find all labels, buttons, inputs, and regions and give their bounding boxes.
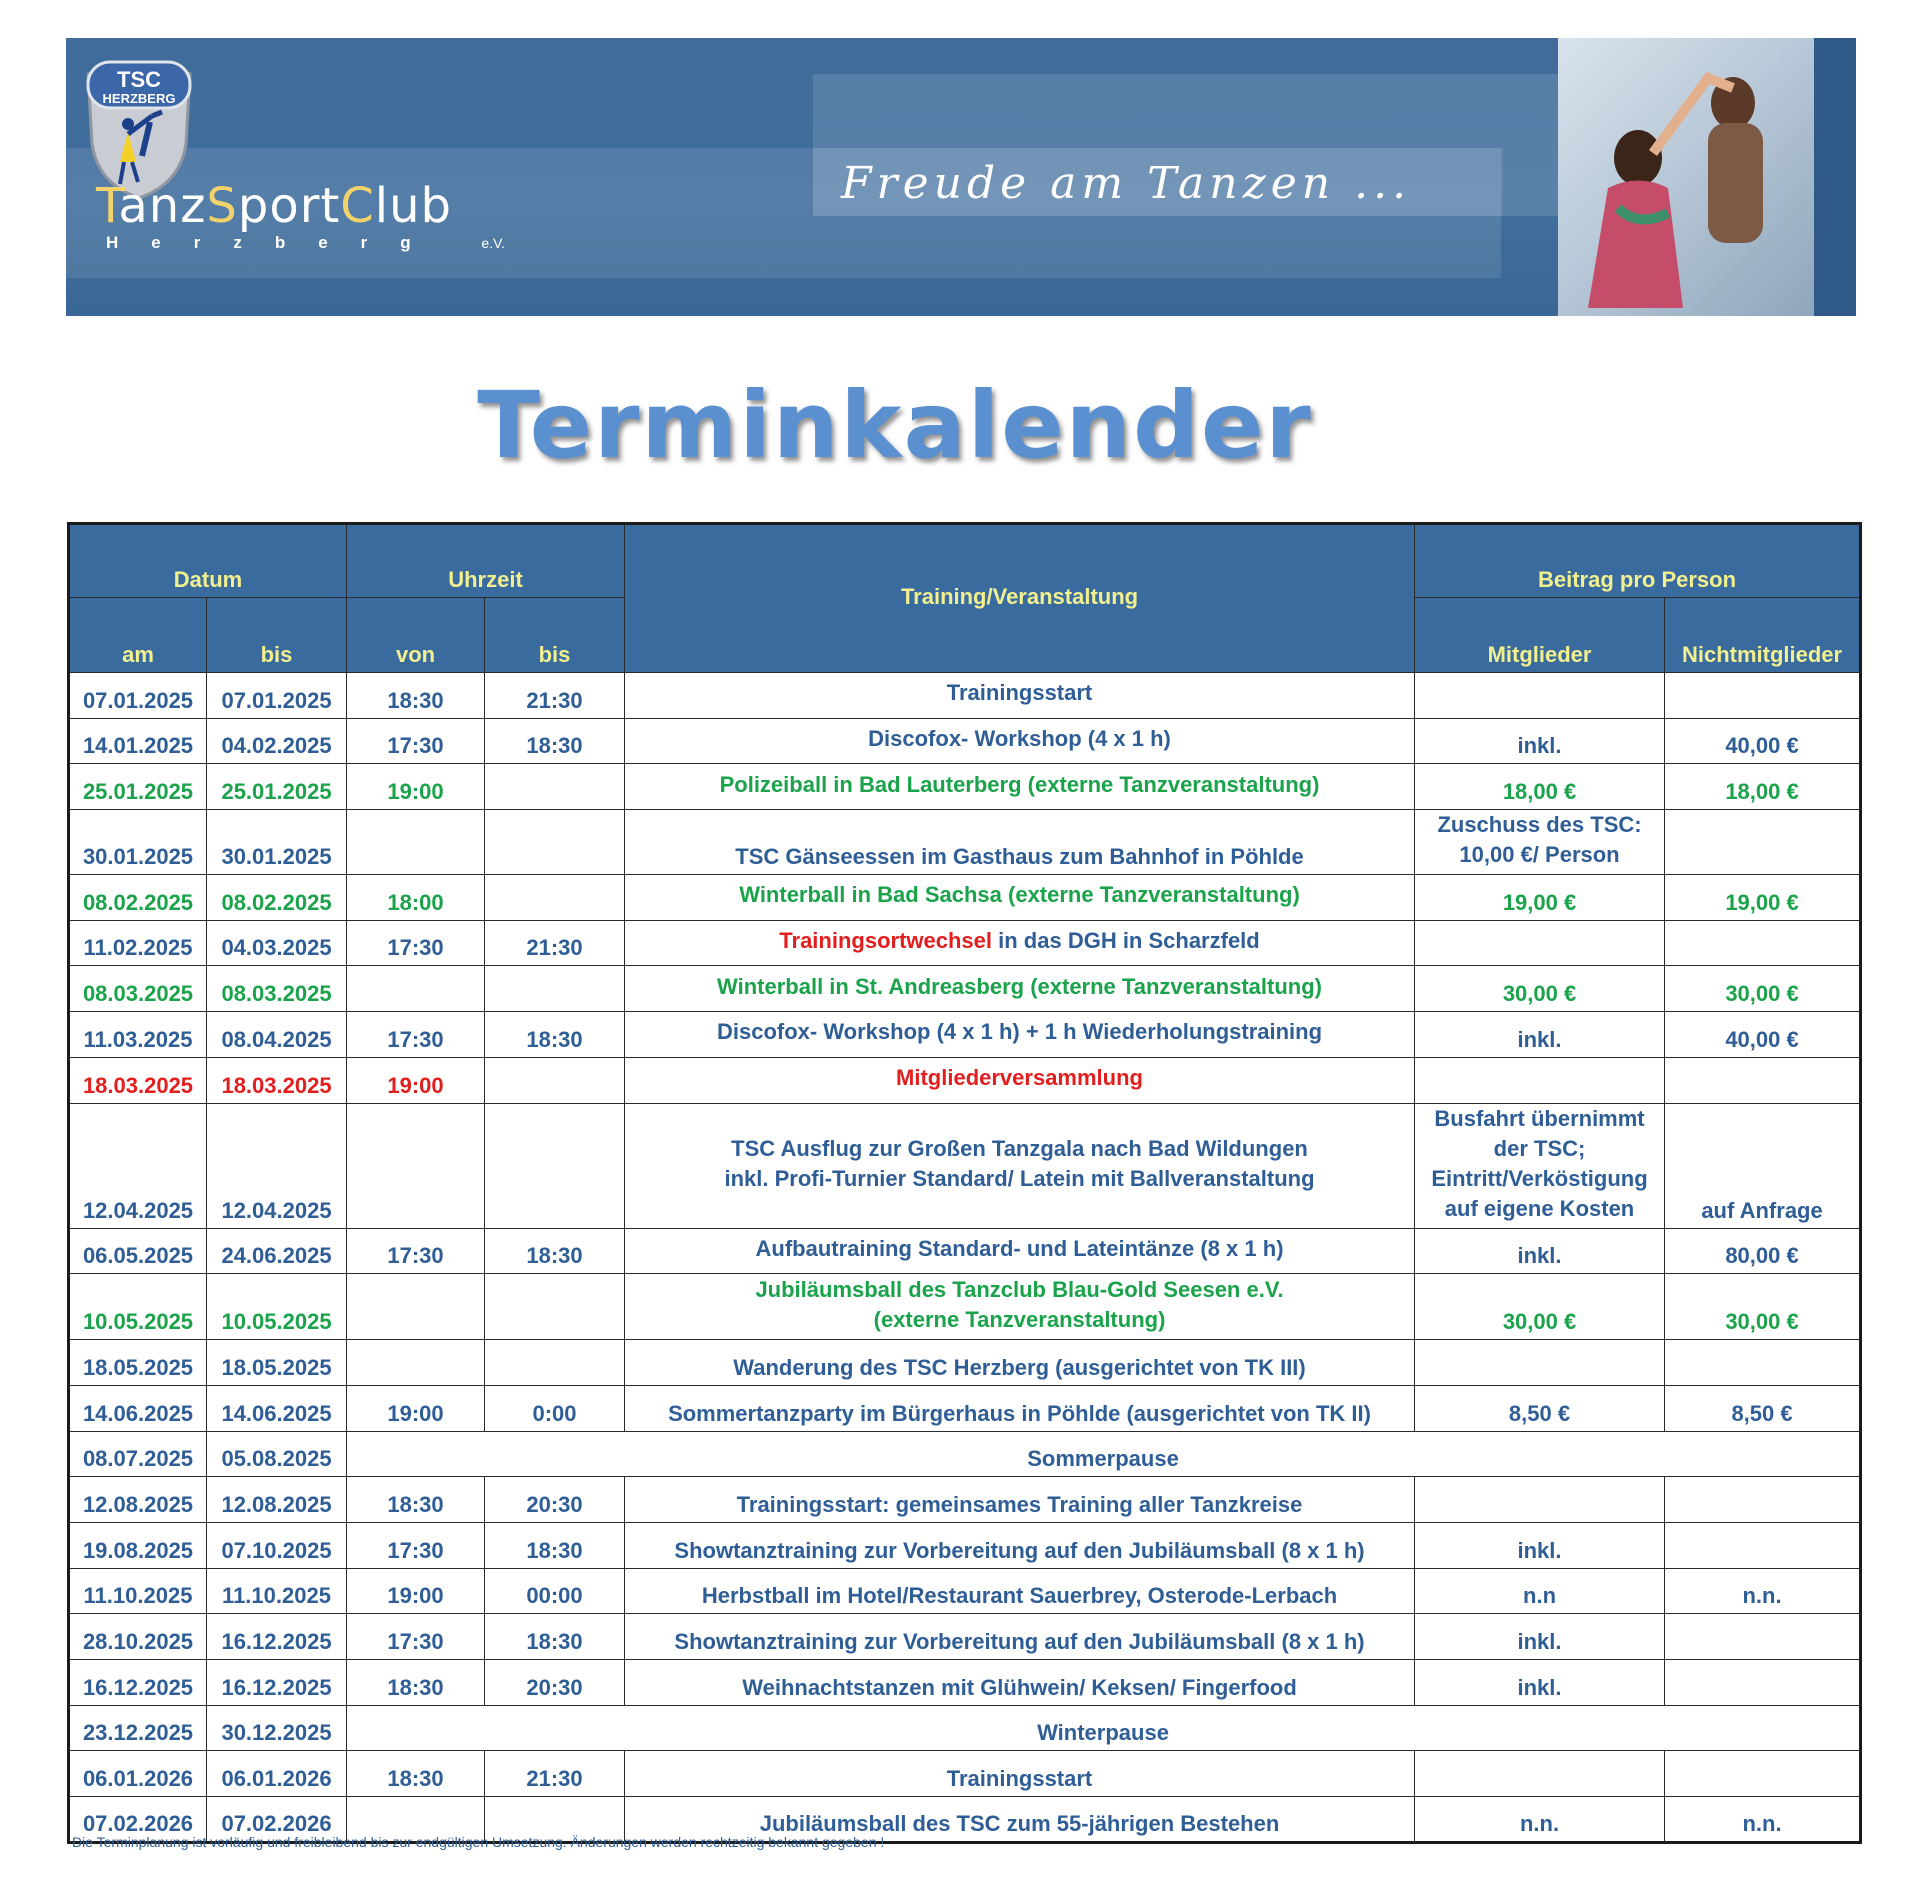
cell-mitglieder: inkl. xyxy=(1415,1012,1665,1058)
cell-mitglieder xyxy=(1415,810,1665,875)
footnote: Die Terminplanung ist vorläufig und freibleibend bis zur endgültigen Umsetzung. Änderungen werden rechtzeitig bekannt gegeben ! xyxy=(72,1834,885,1850)
cell-am: 25.01.2025 xyxy=(69,764,207,810)
page-title: Terminkalender xyxy=(477,372,1313,479)
cell-event-line: Jubiläumsball des Tanzclub Blau-Gold Seesen e.V. xyxy=(755,1276,1284,1302)
table-row xyxy=(69,1274,1861,1340)
cell-mitglieder-line: Zuschuss des TSC: xyxy=(1437,812,1642,838)
cell-nichtmitglieder: 80,00 € xyxy=(1665,1228,1861,1274)
cell-von xyxy=(347,1340,485,1386)
cell-bis: 07.02.2026 xyxy=(207,1797,347,1843)
cell-von xyxy=(347,1103,485,1228)
table-row xyxy=(69,718,1861,764)
table-row xyxy=(69,1751,1861,1797)
cell-von: 18:30 xyxy=(347,1660,485,1706)
cell-bis: 10.05.2025 xyxy=(207,1274,347,1340)
cell-mitglieder-line: der TSC; xyxy=(1493,1135,1586,1161)
header-mitglieder: Mitglieder xyxy=(1415,598,1665,673)
cell-mitglieder: 8,50 € xyxy=(1415,1385,1665,1431)
cell-bis-time xyxy=(485,1274,625,1340)
cell-bis: 08.04.2025 xyxy=(207,1012,347,1058)
cell-event: Herbstball im Hotel/Restaurant Sauerbrey, Osterode-Lerbach xyxy=(625,1568,1415,1614)
cell-am: 11.10.2025 xyxy=(69,1568,207,1614)
header-beitrag: Beitrag pro Person xyxy=(1415,524,1861,598)
cell-bis: 12.08.2025 xyxy=(207,1477,347,1523)
cell-von: 19:00 xyxy=(347,764,485,810)
table-row xyxy=(69,920,1861,966)
cell-am: 14.06.2025 xyxy=(69,1385,207,1431)
cell-mitglieder xyxy=(1415,1057,1665,1103)
cell-bis-time xyxy=(485,1057,625,1103)
header-bis: bis xyxy=(207,598,347,673)
table-row xyxy=(69,1431,1861,1477)
table-row xyxy=(69,1228,1861,1274)
cell-mitglieder-line: Busfahrt übernimmt xyxy=(1434,1105,1645,1131)
table-row xyxy=(69,673,1861,719)
cell-von: 17:30 xyxy=(347,920,485,966)
cell-bis-time xyxy=(485,1103,625,1228)
cell-bis: 30.01.2025 xyxy=(207,810,347,875)
table-row xyxy=(69,810,1861,875)
cell-am: 07.02.2026 xyxy=(69,1797,207,1843)
cell-bis: 08.02.2025 xyxy=(207,875,347,921)
cell-mitglieder xyxy=(1415,673,1665,719)
cell-am: 06.05.2025 xyxy=(69,1228,207,1274)
cell-mitglieder: inkl. xyxy=(1415,1614,1665,1660)
cell-am: 06.01.2026 xyxy=(69,1751,207,1797)
cell-am: 18.05.2025 xyxy=(69,1340,207,1386)
cell-bis-time: 18:30 xyxy=(485,1012,625,1058)
cell-nichtmitglieder: 30,00 € xyxy=(1665,966,1861,1012)
cell-am: 08.03.2025 xyxy=(69,966,207,1012)
cell-nichtmitglieder xyxy=(1665,920,1861,966)
cell-am: 08.02.2025 xyxy=(69,875,207,921)
cell-event: Discofox- Workshop (4 x 1 h) xyxy=(625,718,1415,764)
schedule-table xyxy=(67,522,1862,1844)
cell-bis-time: 18:30 xyxy=(485,718,625,764)
cell-bis: 11.10.2025 xyxy=(207,1568,347,1614)
cell-nichtmitglieder: 19,00 € xyxy=(1665,875,1861,921)
banner-edge xyxy=(1814,38,1856,316)
cell-event: Trainingsstart xyxy=(625,1751,1415,1797)
club-name-port: port xyxy=(237,178,341,234)
cell-bis: 04.03.2025 xyxy=(207,920,347,966)
cell-event: Jubiläumsball des TSC zum 55-jährigen Bestehen xyxy=(625,1797,1415,1843)
cell-von: 17:30 xyxy=(347,1614,485,1660)
table-row xyxy=(69,1385,1861,1431)
cell-am: 11.02.2025 xyxy=(69,920,207,966)
cell-event-line: inkl. Profi-Turnier Standard/ Latein mit Ballveranstaltung xyxy=(724,1165,1315,1191)
cell-bis-time: 0:00 xyxy=(485,1385,625,1431)
cell-nichtmitglieder: n.n. xyxy=(1665,1797,1861,1843)
cell-bis-time: 18:30 xyxy=(485,1614,625,1660)
cell-bis: 07.01.2025 xyxy=(207,673,347,719)
cell-nichtmitglieder xyxy=(1665,1340,1861,1386)
cell-break: Sommerpause xyxy=(347,1431,1861,1477)
cell-am: 08.07.2025 xyxy=(69,1431,207,1477)
cell-am: 11.03.2025 xyxy=(69,1012,207,1058)
cell-nichtmitglieder xyxy=(1665,1057,1861,1103)
cell-am: 14.01.2025 xyxy=(69,718,207,764)
cell-nichtmitglieder: auf Anfrage xyxy=(1665,1103,1861,1228)
cell-event xyxy=(625,920,1415,966)
cell-mitglieder xyxy=(1415,1477,1665,1523)
cell-bis-time xyxy=(485,810,625,875)
club-location xyxy=(106,233,505,253)
cell-bis: 04.02.2025 xyxy=(207,718,347,764)
cell-nichtmitglieder xyxy=(1665,673,1861,719)
cell-mitglieder-line: Eintritt/Verköstigung xyxy=(1431,1165,1648,1191)
cell-am: 28.10.2025 xyxy=(69,1614,207,1660)
cell-am: 07.01.2025 xyxy=(69,673,207,719)
cell-bis: 30.12.2025 xyxy=(207,1705,347,1751)
cell-event-line: (externe Tanzveranstaltung) xyxy=(873,1306,1166,1332)
header-am: am xyxy=(69,598,207,673)
event-highlight: Trainingsortwechsel xyxy=(779,928,993,954)
cell-am: 30.01.2025 xyxy=(69,810,207,875)
cell-bis: 18.03.2025 xyxy=(207,1057,347,1103)
cell-mitglieder: inkl. xyxy=(1415,718,1665,764)
cell-bis-time: 20:30 xyxy=(485,1660,625,1706)
header-uhrzeit: Uhrzeit xyxy=(347,524,625,598)
cell-mitglieder-line: 10,00 €/ Person xyxy=(1459,842,1620,868)
cell-nichtmitglieder: 18,00 € xyxy=(1665,764,1861,810)
table-row xyxy=(69,875,1861,921)
cell-bis-time xyxy=(485,1340,625,1386)
table-row xyxy=(69,1012,1861,1058)
cell-event: Trainingsstart: gemeinsames Training aller Tanzkreise xyxy=(625,1477,1415,1523)
event-text: in das DGH in Scharzfeld xyxy=(992,928,1260,954)
cell-bis: 25.01.2025 xyxy=(207,764,347,810)
cell-bis: 14.06.2025 xyxy=(207,1385,347,1431)
crest-sub-text: HERZBERG xyxy=(102,91,176,106)
cell-break: Winterpause xyxy=(347,1705,1861,1751)
cell-bis-time: 21:30 xyxy=(485,920,625,966)
cell-mitglieder: 18,00 € xyxy=(1415,764,1665,810)
crest-text: TSC xyxy=(117,67,161,92)
header-bis-time: bis xyxy=(485,598,625,673)
cell-bis-time: 21:30 xyxy=(485,1751,625,1797)
cell-event: Winterball in Bad Sachsa (externe Tanzveranstaltung) xyxy=(625,875,1415,921)
table-row xyxy=(69,1057,1861,1103)
cell-mitglieder: inkl. xyxy=(1415,1228,1665,1274)
cell-bis: 16.12.2025 xyxy=(207,1614,347,1660)
cell-bis: 18.05.2025 xyxy=(207,1340,347,1386)
table-row xyxy=(69,1705,1861,1751)
cell-event: TSC Gänseessen im Gasthaus zum Bahnhof in Pöhlde xyxy=(625,810,1415,875)
cell-von: 18:30 xyxy=(347,1751,485,1797)
cell-mitglieder: n.n. xyxy=(1415,1797,1665,1843)
cell-von xyxy=(347,1274,485,1340)
cell-von: 18:30 xyxy=(347,1477,485,1523)
cell-bis: 07.10.2025 xyxy=(207,1522,347,1568)
header-datum: Datum xyxy=(69,524,347,598)
cell-event: Showtanztraining zur Vorbereitung auf den Jubiläumsball (8 x 1 h) xyxy=(625,1522,1415,1568)
cell-bis: 08.03.2025 xyxy=(207,966,347,1012)
cell-mitglieder: inkl. xyxy=(1415,1660,1665,1706)
cell-bis-time: 18:30 xyxy=(485,1522,625,1568)
cell-event: Sommertanzparty im Bürgerhaus in Pöhlde (ausgerichtet von TK II) xyxy=(625,1385,1415,1431)
cell-bis-time xyxy=(485,764,625,810)
cell-von: 17:30 xyxy=(347,718,485,764)
cell-event: Wanderung des TSC Herzberg (ausgerichtet von TK III) xyxy=(625,1340,1415,1386)
club-name-lub: lub xyxy=(374,178,453,234)
cell-bis-time xyxy=(485,875,625,921)
cell-nichtmitglieder: 40,00 € xyxy=(1665,1012,1861,1058)
cell-mitglieder xyxy=(1415,1103,1665,1228)
cell-von: 18:30 xyxy=(347,673,485,719)
club-name-anz: anz xyxy=(118,178,207,234)
cell-bis: 16.12.2025 xyxy=(207,1660,347,1706)
cell-mitglieder: 30,00 € xyxy=(1415,1274,1665,1340)
cell-bis-time: 18:30 xyxy=(485,1228,625,1274)
cell-mitglieder: 30,00 € xyxy=(1415,966,1665,1012)
cell-nichtmitglieder: 8,50 € xyxy=(1665,1385,1861,1431)
cell-bis: 12.04.2025 xyxy=(207,1103,347,1228)
cell-event: Discofox- Workshop (4 x 1 h) + 1 h Wiederholungstraining xyxy=(625,1012,1415,1058)
header-event: Training/Veranstaltung xyxy=(625,524,1415,673)
cell-nichtmitglieder xyxy=(1665,1522,1861,1568)
cell-event xyxy=(625,1103,1415,1228)
header-nichtmitglieder: Nichtmitglieder xyxy=(1665,598,1861,673)
cell-mitglieder xyxy=(1415,920,1665,966)
table-row xyxy=(69,1522,1861,1568)
cell-von: 19:00 xyxy=(347,1057,485,1103)
cell-bis-time: 21:30 xyxy=(485,673,625,719)
header-banner xyxy=(66,38,1856,316)
cell-event: Winterball in St. Andreasberg (externe Tanzveranstaltung) xyxy=(625,966,1415,1012)
cell-bis-time xyxy=(485,966,625,1012)
cell-am: 18.03.2025 xyxy=(69,1057,207,1103)
cell-event xyxy=(625,1274,1415,1340)
cell-mitglieder-line: auf eigene Kosten xyxy=(1444,1195,1635,1221)
table-row xyxy=(69,1103,1861,1228)
cell-event: Mitgliederversammlung xyxy=(625,1057,1415,1103)
cell-am: 12.08.2025 xyxy=(69,1477,207,1523)
cell-am: 19.08.2025 xyxy=(69,1522,207,1568)
cell-von: 19:00 xyxy=(347,1385,485,1431)
table-row xyxy=(69,1660,1861,1706)
cell-mitglieder: inkl. xyxy=(1415,1522,1665,1568)
cell-am: 16.12.2025 xyxy=(69,1660,207,1706)
cell-nichtmitglieder xyxy=(1665,1614,1861,1660)
cell-event: Weihnachtstanzen mit Glühwein/ Keksen/ Fingerfood xyxy=(625,1660,1415,1706)
cell-am: 10.05.2025 xyxy=(69,1274,207,1340)
cell-nichtmitglieder: 40,00 € xyxy=(1665,718,1861,764)
cell-von: 18:00 xyxy=(347,875,485,921)
club-suffix: e.V. xyxy=(481,235,506,251)
table-row xyxy=(69,966,1861,1012)
table-row xyxy=(69,1568,1861,1614)
cell-nichtmitglieder xyxy=(1665,1751,1861,1797)
table-row xyxy=(69,1614,1861,1660)
cell-event: Polizeiball in Bad Lauterberg (externe Tanzveranstaltung) xyxy=(625,764,1415,810)
cell-von: 19:00 xyxy=(347,1568,485,1614)
cell-bis: 05.08.2025 xyxy=(207,1431,347,1477)
cell-mitglieder: n.n xyxy=(1415,1568,1665,1614)
club-name xyxy=(96,178,452,234)
cell-bis-time: 00:00 xyxy=(485,1568,625,1614)
cell-von: 17:30 xyxy=(347,1228,485,1274)
cell-nichtmitglieder xyxy=(1665,810,1861,875)
cell-nichtmitglieder: n.n. xyxy=(1665,1568,1861,1614)
club-name-c: C xyxy=(340,178,375,234)
cell-von: 17:30 xyxy=(347,1522,485,1568)
cell-am: 23.12.2025 xyxy=(69,1705,207,1751)
table-row xyxy=(69,1340,1861,1386)
cell-von: 17:30 xyxy=(347,1012,485,1058)
cell-event: Trainingsstart xyxy=(625,673,1415,719)
cell-mitglieder: 19,00 € xyxy=(1415,875,1665,921)
cell-von xyxy=(347,966,485,1012)
table-row xyxy=(69,1477,1861,1523)
cell-nichtmitglieder xyxy=(1665,1477,1861,1523)
table-row xyxy=(69,764,1861,810)
cell-mitglieder xyxy=(1415,1751,1665,1797)
club-name-t: T xyxy=(96,178,119,234)
cell-bis: 06.01.2026 xyxy=(207,1751,347,1797)
cell-mitglieder xyxy=(1415,1340,1665,1386)
cell-bis-time: 20:30 xyxy=(485,1477,625,1523)
cell-am: 12.04.2025 xyxy=(69,1103,207,1228)
cell-event-line: TSC Ausflug zur Großen Tanzgala nach Bad Wildungen xyxy=(731,1135,1308,1161)
club-name-s: S xyxy=(206,178,238,234)
cell-nichtmitglieder xyxy=(1665,1660,1861,1706)
slogan: Freude am Tanzen ... xyxy=(841,158,1412,209)
cell-event: Showtanztraining zur Vorbereitung auf den Jubiläumsball (8 x 1 h) xyxy=(625,1614,1415,1660)
cell-nichtmitglieder: 30,00 € xyxy=(1665,1274,1861,1340)
dancing-couple-photo xyxy=(1558,38,1814,316)
cell-event: Aufbautraining Standard- und Lateintänze (8 x 1 h) xyxy=(625,1228,1415,1274)
club-location-text: Herzberg xyxy=(106,233,444,252)
cell-bis: 24.06.2025 xyxy=(207,1228,347,1274)
header-von: von xyxy=(347,598,485,673)
cell-von xyxy=(347,810,485,875)
